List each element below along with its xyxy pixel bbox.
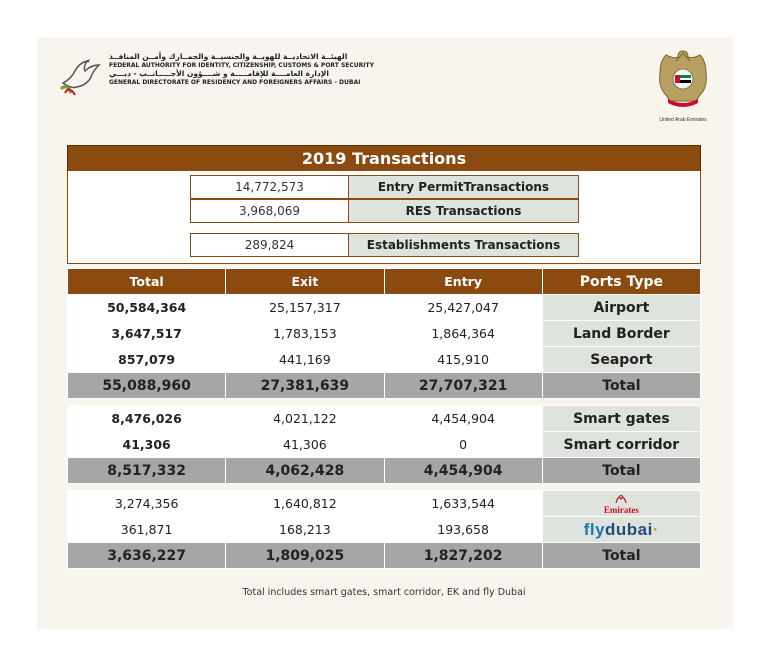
seaport-exit: 441,169 — [226, 347, 384, 373]
airlines-total-exit: 1,809,025 — [226, 543, 384, 569]
ports-total-exit: 27,381,639 — [226, 373, 384, 399]
flydubai-logo — [542, 517, 700, 543]
establishments-label: Establishments Transactions — [348, 233, 579, 257]
land-border-total: 3,647,517 — [68, 321, 226, 347]
smart-corridor-total: 41,306 — [68, 432, 226, 458]
ports-total-total: 55,088,960 — [68, 373, 226, 399]
seaport-entry: 415,910 — [384, 347, 542, 373]
emirates-logo — [542, 491, 700, 517]
airlines-total-entry: 1,827,202 — [384, 543, 542, 569]
summary-box — [67, 171, 701, 264]
smart-total-total: 8,517,332 — [68, 458, 226, 484]
land-border-label: Land Border — [542, 321, 700, 347]
smart-corridor-exit: 41,306 — [226, 432, 384, 458]
header-arabic-line1: الهيئــة الاتحاديــة للهويــة والجنسيــة والجمــارك وأمــن المنافــذ — [109, 52, 348, 61]
col-entry-header: Entry — [384, 269, 542, 295]
document-card — [37, 37, 733, 629]
falcon-icon — [57, 53, 107, 103]
col-total-header: Total — [68, 269, 226, 295]
flydubai-wordmark-dubai: dubai — [605, 519, 653, 539]
smart-gates-total: 8,476,026 — [68, 406, 226, 432]
airport-entry: 25,427,047 — [384, 295, 542, 321]
smart-gates-label: Smart gates — [542, 406, 700, 432]
seaport-total: 857,079 — [68, 347, 226, 373]
ports-total-entry: 27,707,321 — [384, 373, 542, 399]
table-row — [68, 347, 701, 373]
col-exit-header: Exit — [226, 269, 384, 295]
table-row — [68, 406, 701, 432]
smart-total-label: Total — [542, 458, 700, 484]
smart-total-entry: 4,454,904 — [384, 458, 542, 484]
table-row — [68, 295, 701, 321]
table-row — [68, 321, 701, 347]
smart-corridor-label: Smart corridor — [542, 432, 700, 458]
section-divider — [68, 399, 701, 406]
airlines-total-label: Total — [542, 543, 700, 569]
establishments-value: 289,824 — [190, 233, 349, 257]
airlines-total-total: 3,636,227 — [68, 543, 226, 569]
ports-table — [67, 268, 701, 569]
emirates-wordmark: Emirates — [603, 504, 639, 515]
footnote: Total includes smart gates, smart corridor, EK and fly Dubai — [242, 587, 526, 598]
table-row — [68, 491, 701, 517]
land-border-exit: 1,783,153 — [226, 321, 384, 347]
emirates-exit: 1,640,812 — [226, 491, 384, 517]
smart-gates-entry: 4,454,904 — [384, 406, 542, 432]
res-label: RES Transactions — [348, 199, 579, 223]
emirates-calligraphy-icon — [614, 493, 628, 505]
header-arabic-line2: الإدارة العامــــة للإقامـــــة و شــــؤون الأجـــــانــب - دبـــي — [109, 69, 329, 78]
table-header-row — [68, 269, 701, 295]
entry-permit-value: 14,772,573 — [190, 175, 349, 199]
smart-gates-exit: 4,021,122 — [226, 406, 384, 432]
smart-total-exit: 4,062,428 — [226, 458, 384, 484]
seaport-label: Seaport — [542, 347, 700, 373]
land-border-entry: 1,864,364 — [384, 321, 542, 347]
header-english-line1: FEDERAL AUTHORITY FOR IDENTITY, CITIZENSHIP, CUSTOMS & PORT SECURITY — [109, 61, 374, 69]
airport-total: 50,584,364 — [68, 295, 226, 321]
smart-corridor-entry: 0 — [384, 432, 542, 458]
table-title: 2019 Transactions — [67, 145, 701, 172]
flydubai-dot-icon: · — [652, 519, 660, 539]
header-english-line2: GENERAL DIRECTORATE OF RESIDENCY AND FOREIGNERS AFFAIRS - DUBAI — [109, 78, 361, 86]
airport-label: Airport — [542, 295, 700, 321]
emirates-entry: 1,633,544 — [384, 491, 542, 517]
flydubai-exit: 168,213 — [226, 517, 384, 543]
table-row — [68, 432, 701, 458]
uae-emblem-icon — [656, 47, 710, 113]
ports-total-row — [68, 373, 701, 399]
flydubai-total: 361,871 — [68, 517, 226, 543]
entry-permit-label: Entry PermitTransactions — [348, 175, 579, 199]
emirates-total: 3,274,356 — [68, 491, 226, 517]
section-divider — [68, 484, 701, 491]
flydubai-entry: 193,658 — [384, 517, 542, 543]
airlines-total-row — [68, 543, 701, 569]
col-ports-type-header: Ports Type — [542, 269, 700, 295]
ports-total-label: Total — [542, 373, 700, 399]
authority-header — [109, 53, 449, 87]
table-row — [68, 517, 701, 543]
emblem-caption: United Arab Emirates — [659, 117, 707, 123]
uae-emblem — [653, 47, 713, 127]
airport-exit: 25,157,317 — [226, 295, 384, 321]
res-value: 3,968,069 — [190, 199, 349, 223]
smart-total-row — [68, 458, 701, 484]
flydubai-wordmark-fly: fly — [583, 519, 606, 539]
